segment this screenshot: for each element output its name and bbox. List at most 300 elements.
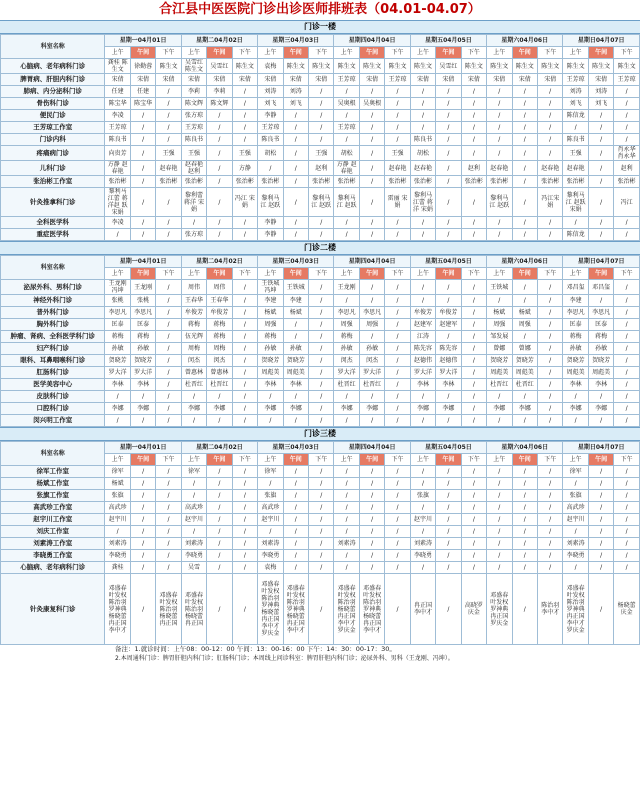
table-row	[1, 161, 640, 176]
schedule-cell: /	[436, 490, 461, 502]
schedule-cell: /	[410, 280, 435, 295]
slot-header: 下午	[308, 454, 333, 466]
schedule-cell: 黎利马江蕾 蒋洋赵 跃宋娟	[105, 188, 130, 217]
schedule-cell: /	[588, 110, 613, 122]
schedule-cell: 周强	[487, 319, 512, 331]
schedule-cell: 邓昌玺	[588, 280, 613, 295]
schedule-cell: /	[537, 367, 562, 379]
dept-name: 心脑病、老年病科门诊	[1, 59, 105, 74]
schedule-cell: 闵杰	[359, 355, 384, 367]
schedule-cell: /	[156, 391, 181, 403]
table-row	[1, 134, 640, 146]
schedule-cell: /	[614, 478, 640, 490]
dept-name: 肺病、内分泌科门诊	[1, 86, 105, 98]
schedule-cell: /	[487, 110, 512, 122]
slot-header: 下午	[385, 47, 410, 59]
schedule-cell: /	[537, 514, 562, 526]
schedule-cell: 宋倩	[436, 74, 461, 86]
slot-header: 午间	[130, 47, 155, 59]
schedule-cell: 赵春艳	[487, 161, 512, 176]
schedule-cell: /	[207, 478, 232, 490]
slot-header: 上午	[563, 268, 588, 280]
dept-name: 李晓勇工作室	[1, 550, 105, 562]
schedule-cell: 陈文辉	[181, 98, 206, 110]
schedule-cell: /	[308, 307, 333, 319]
schedule-cell: 孙敏	[283, 343, 308, 355]
schedule-cell: /	[308, 466, 333, 478]
schedule-cell: /	[385, 466, 410, 478]
schedule-cell: /	[487, 514, 512, 526]
schedule-cell: /	[385, 86, 410, 98]
schedule-cell: 王铁城 冯坤	[258, 280, 283, 295]
schedule-cell: 李晓勇	[258, 550, 283, 562]
schedule-cell: 陈生文	[156, 59, 181, 74]
schedule-cell: /	[283, 146, 308, 161]
schedule-cell: /	[232, 562, 257, 574]
table-row	[1, 538, 640, 550]
schedule-cell: 宋倩	[258, 74, 283, 86]
schedule-cell: /	[512, 122, 537, 134]
table-row	[1, 466, 640, 478]
schedule-cell: /	[207, 514, 232, 526]
schedule-cell: 陈生文	[410, 59, 435, 74]
schedule-cell: /	[537, 217, 562, 229]
page-title: 合江县中医医院门诊出诊医师排班表（04.01-04.07）	[159, 2, 481, 17]
schedule-cell: /	[410, 562, 435, 574]
schedule-cell: /	[563, 391, 588, 403]
schedule-cell: 赵春艳	[563, 161, 588, 176]
schedule-table	[0, 34, 640, 241]
schedule-cell: 赵建军	[410, 319, 435, 331]
table-row	[1, 74, 640, 86]
schedule-cell: /	[588, 122, 613, 134]
schedule-cell: /	[308, 229, 333, 241]
schedule-cell: 刘飞	[258, 98, 283, 110]
schedule-cell: 李静	[258, 229, 283, 241]
table-row	[1, 176, 640, 188]
schedule-cell: /	[232, 415, 257, 427]
schedule-cell: /	[588, 538, 613, 550]
day-header: 星期日04月07日	[563, 256, 640, 268]
schedule-cell: 冯江	[614, 188, 640, 217]
schedule-cell: /	[461, 229, 486, 241]
schedule-cell: 李娜	[436, 403, 461, 415]
schedule-cell: /	[512, 134, 537, 146]
schedule-cell: 周伟	[207, 280, 232, 295]
schedule-cell: 匡泰	[105, 319, 130, 331]
day-header: 星期二04月02日	[181, 442, 257, 454]
schedule-cell: /	[385, 415, 410, 427]
slot-header: 午间	[588, 454, 613, 466]
schedule-cell: /	[232, 343, 257, 355]
schedule-cell: /	[308, 319, 333, 331]
schedule-cell: 曾惠林	[181, 367, 206, 379]
footer-note-1: 备注：1.就诊时间：上午08：00-12：00 午间：13：00-16：00 下午：14：30：00-17：30。	[115, 645, 396, 653]
schedule-cell: /	[537, 319, 562, 331]
schedule-cell: 胡松	[410, 146, 435, 161]
schedule-cell: 杜晋红	[207, 379, 232, 391]
schedule-cell: /	[232, 538, 257, 550]
schedule-cell: /	[359, 331, 384, 343]
schedule-cell: 向贵芳	[105, 146, 130, 161]
schedule-cell: /	[283, 514, 308, 526]
table-row	[1, 229, 640, 241]
slot-header: 午间	[359, 47, 384, 59]
schedule-cell: /	[436, 478, 461, 490]
day-header: 星期一04月01日	[105, 35, 181, 47]
dept-name: 疼痛病门诊	[1, 146, 105, 161]
schedule-cell: 蒋梅	[207, 331, 232, 343]
table-row	[1, 319, 640, 331]
schedule-cell: 刘飞	[283, 98, 308, 110]
schedule-cell: /	[436, 110, 461, 122]
day-header: 星期六04月06日	[487, 442, 563, 454]
schedule-cell: 杨斌	[105, 478, 130, 490]
schedule-cell: 刘素涛	[563, 538, 588, 550]
schedule-cell: /	[563, 122, 588, 134]
table-row	[1, 379, 640, 391]
schedule-cell: /	[207, 161, 232, 176]
schedule-cell: /	[512, 391, 537, 403]
schedule-cell: 赵春艳 赵利	[181, 161, 206, 176]
schedule-cell: /	[461, 319, 486, 331]
schedule-cell: /	[512, 176, 537, 188]
schedule-cell: /	[359, 122, 384, 134]
slot-header: 午间	[359, 454, 384, 466]
slot-header: 下午	[232, 47, 257, 59]
slot-header: 午间	[283, 268, 308, 280]
schedule-cell: /	[410, 295, 435, 307]
schedule-cell: /	[385, 280, 410, 295]
table-row	[1, 526, 640, 538]
schedule-cell: /	[308, 331, 333, 343]
schedule-cell: 宋倩	[105, 74, 130, 86]
schedule-cell: 李莉	[207, 86, 232, 98]
schedule-cell: /	[614, 490, 640, 502]
schedule-cell: /	[283, 526, 308, 538]
schedule-cell: 周强	[359, 319, 384, 331]
schedule-cell: /	[258, 526, 283, 538]
dept-column-header: 科室名称	[1, 256, 105, 280]
schedule-cell: /	[156, 331, 181, 343]
schedule-cell: /	[105, 415, 130, 427]
table-row	[1, 574, 640, 645]
schedule-cell: /	[512, 146, 537, 161]
schedule-cell: /	[537, 562, 562, 574]
schedule-cell: /	[512, 229, 537, 241]
schedule-cell: 徐军	[563, 466, 588, 478]
schedule-cell: 冉正国 李中才	[410, 574, 435, 645]
schedule-cell: 李晓勇	[410, 550, 435, 562]
dept-column-header: 科室名称	[1, 442, 105, 466]
schedule-cell: /	[461, 391, 486, 403]
schedule-cell: 冯江宋 娟	[537, 188, 562, 217]
schedule-cell: /	[207, 229, 232, 241]
schedule-cell: /	[258, 478, 283, 490]
schedule-cell: 邓盛春 叶发权 罗神典 冉正国 罗庆金	[487, 574, 512, 645]
schedule-cell: /	[436, 122, 461, 134]
schedule-cell: 赵宇川	[258, 514, 283, 526]
table-row	[1, 217, 640, 229]
schedule-cell: /	[461, 146, 486, 161]
schedule-cell: 刘飞	[563, 98, 588, 110]
schedule-cell: /	[385, 490, 410, 502]
table-row	[1, 391, 640, 403]
schedule-cell: 陈先容	[436, 343, 461, 355]
schedule-cell: 宋倩	[359, 74, 384, 86]
schedule-cell: 宋倩	[181, 74, 206, 86]
schedule-cell: /	[385, 217, 410, 229]
schedule-cell: /	[105, 391, 130, 403]
schedule-cell: 周彪美	[563, 367, 588, 379]
schedule-cell: /	[512, 466, 537, 478]
schedule-cell: /	[359, 146, 384, 161]
schedule-cell: /	[207, 526, 232, 538]
schedule-cell: 宋倩	[156, 74, 181, 86]
slot-header: 下午	[461, 454, 486, 466]
schedule-cell: /	[359, 217, 384, 229]
slot-header: 午间	[588, 47, 613, 59]
schedule-cell: /	[359, 514, 384, 526]
table-row	[1, 562, 640, 574]
schedule-cell: 宋倩	[537, 74, 562, 86]
schedule-cell: 周强	[334, 319, 359, 331]
table-row	[1, 478, 640, 490]
slot-header: 下午	[537, 47, 562, 59]
schedule-cell: /	[512, 550, 537, 562]
schedule-cell: /	[207, 188, 232, 217]
schedule-cell: 陈良书	[410, 134, 435, 146]
schedule-cell: /	[156, 319, 181, 331]
schedule-cell: 张治彬	[181, 176, 206, 188]
schedule-cell: 王强	[308, 146, 333, 161]
schedule-cell: 邓盛春 叶发权 陈治羽 罗神典 杨晓蕾 冉正国 李中才	[283, 574, 308, 645]
schedule-cell: 陈生文	[334, 59, 359, 74]
schedule-cell: 方静 赵春艳	[105, 161, 130, 176]
schedule-cell: 刘素涛	[334, 538, 359, 550]
schedule-cell: /	[588, 550, 613, 562]
dept-name: 针灸康复科门诊	[1, 574, 105, 645]
schedule-cell: /	[156, 415, 181, 427]
schedule-cell: 张旗	[105, 490, 130, 502]
schedule-cell: /	[283, 478, 308, 490]
schedule-cell: /	[436, 574, 461, 645]
schedule-cell: /	[410, 86, 435, 98]
section-banner: 门诊一楼	[0, 20, 640, 34]
schedule-cell: /	[334, 415, 359, 427]
schedule-cell: /	[283, 331, 308, 343]
schedule-cell: /	[588, 490, 613, 502]
schedule-cell: 赵春艳	[537, 161, 562, 176]
schedule-cell: /	[232, 574, 257, 645]
schedule-cell: 刘涛	[283, 86, 308, 98]
dept-name: 高武珍工作室	[1, 502, 105, 514]
slot-header: 下午	[461, 268, 486, 280]
day-header: 星期三04月03日	[258, 442, 334, 454]
schedule-cell: 王龙刚	[130, 280, 155, 295]
dept-name: 骨伤科门诊	[1, 98, 105, 110]
schedule-cell: 罗大洋	[334, 367, 359, 379]
schedule-cell: 李娜	[487, 403, 512, 415]
schedule-cell: /	[537, 355, 562, 367]
slot-header: 上午	[181, 268, 206, 280]
schedule-cell: /	[385, 110, 410, 122]
schedule-cell: /	[130, 134, 155, 146]
schedule-cell: 杜晋红	[181, 379, 206, 391]
schedule-cell: 王芳琼	[614, 74, 640, 86]
schedule-cell: /	[588, 478, 613, 490]
schedule-cell: /	[181, 490, 206, 502]
schedule-cell: /	[512, 514, 537, 526]
schedule-cell: 曾娜	[512, 343, 537, 355]
schedule-cell: /	[258, 415, 283, 427]
schedule-cell: /	[308, 490, 333, 502]
schedule-cell: /	[308, 403, 333, 415]
slot-header: 上午	[181, 454, 206, 466]
schedule-cell: /	[461, 98, 486, 110]
schedule-cell: 黎利马江 赵跃	[334, 188, 359, 217]
schedule-cell: /	[359, 110, 384, 122]
schedule-cell: /	[537, 280, 562, 295]
dept-name: 胸外科门诊	[1, 319, 105, 331]
schedule-cell: /	[334, 134, 359, 146]
schedule-cell: /	[537, 478, 562, 490]
schedule-cell: /	[359, 176, 384, 188]
slot-header: 上午	[487, 454, 512, 466]
schedule-cell: /	[385, 550, 410, 562]
schedule-cell: 蒋梅	[563, 331, 588, 343]
schedule-cell: /	[588, 295, 613, 307]
schedule-cell: /	[207, 176, 232, 188]
schedule-cell: 高武珍	[258, 502, 283, 514]
schedule-cell: 陈生文	[588, 59, 613, 74]
schedule-cell: /	[614, 280, 640, 295]
schedule-cell: /	[130, 188, 155, 217]
dept-name: 神经外科门诊	[1, 295, 105, 307]
schedule-cell: /	[130, 161, 155, 176]
schedule-cell: /	[537, 295, 562, 307]
schedule-cell: /	[283, 538, 308, 550]
schedule-cell: /	[436, 295, 461, 307]
schedule-cell: /	[614, 466, 640, 478]
schedule-cell: /	[232, 98, 257, 110]
schedule-cell: 宋倩	[232, 74, 257, 86]
schedule-cell: /	[512, 161, 537, 176]
schedule-cell: 周彪美	[512, 367, 537, 379]
slot-header: 午间	[207, 268, 232, 280]
schedule-cell: /	[283, 415, 308, 427]
dept-name: 重症医学科	[1, 229, 105, 241]
schedule-cell: /	[156, 343, 181, 355]
schedule-cell: /	[130, 502, 155, 514]
schedule-cell: /	[512, 280, 537, 295]
schedule-cell: /	[461, 355, 486, 367]
slot-header: 下午	[537, 268, 562, 280]
schedule-cell: 陈良书	[563, 134, 588, 146]
schedule-cell: /	[410, 526, 435, 538]
schedule-cell: /	[512, 86, 537, 98]
schedule-cell: /	[614, 229, 640, 241]
schedule-cell: /	[207, 110, 232, 122]
schedule-cell: /	[410, 415, 435, 427]
schedule-cell: 陈生文	[359, 59, 384, 74]
schedule-cell: 李建	[563, 295, 588, 307]
schedule-cell: 赵德伟	[436, 355, 461, 367]
slot-header: 下午	[385, 454, 410, 466]
schedule-cell: /	[461, 188, 486, 217]
schedule-cell: /	[156, 188, 181, 217]
schedule-cell: 张旗	[410, 490, 435, 502]
dept-name: 王芳琼工作室	[1, 122, 105, 134]
dept-name: 心脑病、老年病科门诊	[1, 562, 105, 574]
schedule-cell: /	[308, 98, 333, 110]
schedule-cell: 张治彬	[614, 176, 640, 188]
schedule-cell: /	[359, 280, 384, 295]
schedule-cell: /	[436, 134, 461, 146]
schedule-cell: 宋倩	[512, 74, 537, 86]
schedule-cell: /	[130, 391, 155, 403]
schedule-cell: 李林	[130, 379, 155, 391]
schedule-cell: /	[588, 562, 613, 574]
schedule-cell: 蒋梅	[207, 319, 232, 331]
slot-header: 下午	[614, 47, 640, 59]
schedule-cell: 李娜	[334, 403, 359, 415]
schedule-cell: /	[614, 295, 640, 307]
schedule-cell: /	[487, 98, 512, 110]
schedule-cell: /	[487, 478, 512, 490]
schedule-cell: 李林	[410, 379, 435, 391]
schedule-cell: /	[436, 161, 461, 176]
schedule-cell: 匡泰	[563, 319, 588, 331]
schedule-cell: /	[181, 217, 206, 229]
table-row	[1, 295, 640, 307]
schedule-cell: /	[461, 110, 486, 122]
schedule-cell: /	[512, 490, 537, 502]
schedule-cell: /	[512, 331, 537, 343]
dept-name: 医学美容中心	[1, 379, 105, 391]
schedule-cell: 宋倩	[410, 74, 435, 86]
schedule-cell: /	[588, 146, 613, 161]
schedule-cell: 王芳琼	[258, 122, 283, 134]
schedule-cell: /	[385, 574, 410, 645]
slot-header: 午间	[130, 454, 155, 466]
schedule-cell: 张治彬	[308, 176, 333, 188]
schedule-cell: /	[308, 538, 333, 550]
schedule-cell: 吴雪红	[207, 59, 232, 74]
schedule-cell: 李思凡	[563, 307, 588, 319]
schedule-cell: /	[359, 295, 384, 307]
schedule-cell: 任建	[105, 86, 130, 98]
schedule-cell: 杜晋红	[359, 379, 384, 391]
schedule-cell: /	[130, 122, 155, 134]
schedule-cell: /	[232, 550, 257, 562]
schedule-cell: /	[436, 86, 461, 98]
schedule-cell: /	[283, 161, 308, 176]
slot-header: 下午	[461, 47, 486, 59]
dept-name: 全科医学科	[1, 217, 105, 229]
slot-header: 上午	[258, 47, 283, 59]
schedule-cell: /	[588, 502, 613, 514]
schedule-cell: /	[512, 478, 537, 490]
schedule-cell: /	[537, 134, 562, 146]
table-row	[1, 415, 640, 427]
schedule-cell: 宋倩	[130, 74, 155, 86]
schedule-cell: 王芳琼	[334, 122, 359, 134]
schedule-cell: /	[487, 86, 512, 98]
schedule-cell: /	[334, 514, 359, 526]
schedule-cell: 赵宇川	[181, 514, 206, 526]
schedule-cell: 邓盛春 叶发权 陈治羽 罗神典 杨晓蕾 冉正国 李中才	[105, 574, 130, 645]
